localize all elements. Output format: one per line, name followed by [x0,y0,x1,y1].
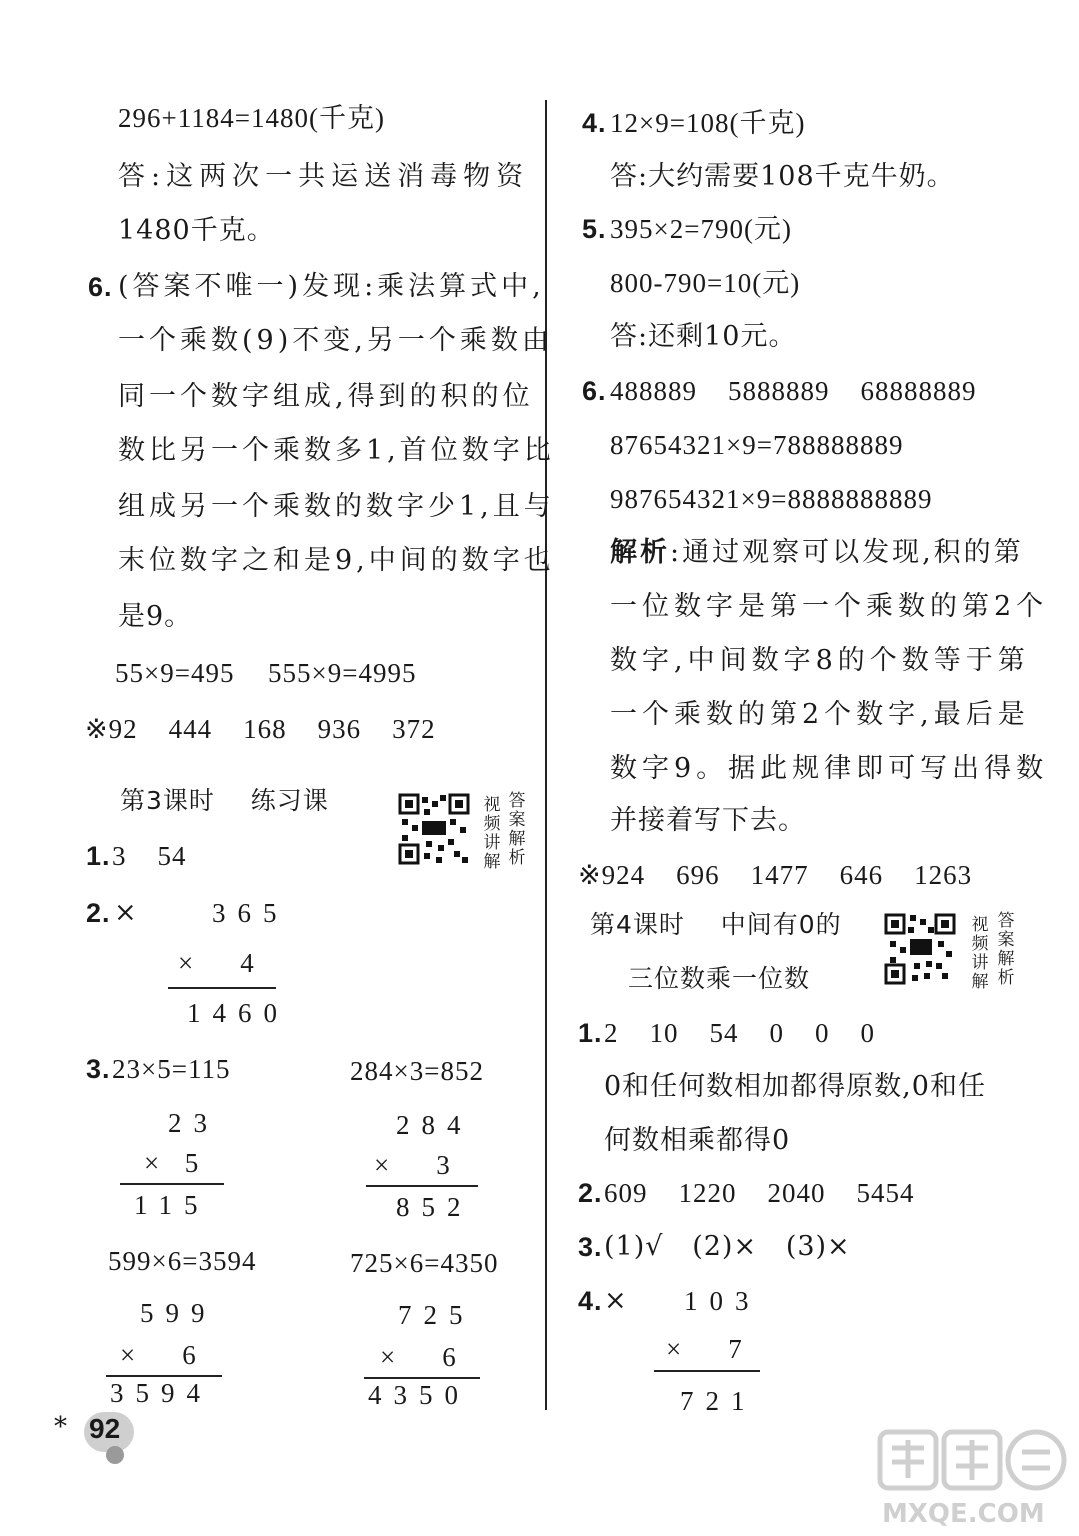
left-q2-multiplier: × 4 [178,948,258,978]
left-q3a-equation: 23×5=115 [112,1054,231,1084]
right-q6-line-9: 并接着写下去。 [610,805,806,836]
right-q4-answer: 答:大约需要108千克牛奶。 [610,161,955,192]
left-q1-answer: 3 54 [112,841,187,871]
right-q5-line-2: 800-790=10(元) [610,268,801,298]
lesson-4-title-1: 第4课时 中间有0的 [590,910,842,939]
lesson-4-title-2: 三位数乘一位数 [628,964,811,993]
right-q5-number: 5. [582,214,607,244]
right-star-line: ※924 696 1477 646 1263 [578,860,973,890]
analysis-line-1: :通过观察可以发现,积的第 [670,537,1024,568]
left-q3-number: 3. [86,1054,111,1084]
left-star-line: ※92 444 168 936 372 [85,714,436,744]
left-q3a-top: 23 [168,1108,219,1138]
right-q4-equation: 12×9=108(千克) [610,108,806,138]
watermark-logo [872,1426,1072,1530]
left-q3d-equation: 725×6=4350 [350,1248,499,1278]
page-number: 92 [89,1413,121,1444]
right-q4-number: 4. [582,108,607,138]
page-dot-icon [106,1446,124,1464]
left-q3b-multiplier: × 3 [374,1150,454,1180]
right-q6-analysis [610,536,1024,570]
right-q3-number: 3. [578,1232,603,1262]
right-q1-line-3: 何数相乘都得0 [604,1125,791,1156]
lesson-3-title: 第3课时 练习课 [120,786,329,815]
left-q3a-multiplier: × 5 [144,1148,203,1178]
right-q4b-number: 4. [578,1286,603,1316]
left-q3c-result: 3594 [110,1378,212,1408]
right-q2-number: 2. [578,1178,603,1208]
right-q4b-mark: × [604,1285,628,1316]
right-q1-line-2: 0和任何数相加都得原数,0和任 [604,1071,986,1102]
right-q2-answer: 609 1220 2040 5454 [604,1178,915,1208]
left-q6-line-6: 末位数字之和是9,中间的数字也 [118,545,555,576]
right-q4b-top: 103 [684,1286,761,1316]
left-q6-line-4: 数比另一个乘数多1,首位数字比 [118,435,555,466]
left-eq-1: 55×9=495 [115,658,235,688]
right-q6-line-8: 数字9。据此规律即可写出得数 [610,753,1049,784]
right-q6-line-3: 987654321×9=8888888889 [610,484,933,514]
left-q2-rule [168,987,276,989]
left-q3c-multiplier: × 6 [120,1340,200,1370]
left-answer-line: 答:这两次一共运送消毒物资 [118,161,530,192]
left-q3d-multiplier: × 6 [380,1342,460,1372]
left-q3a-result: 115 [134,1190,210,1220]
left-q3a-rule [120,1183,224,1185]
qr-label-answer: 答 案 解 析 [997,911,1015,988]
qr-code-icon[interactable] [398,793,470,865]
left-q6-line-3: 同一个数字组成,得到的积的位 [118,381,534,412]
left-q6-number: 6. [88,272,113,302]
left-q6-line-1: (答案不唯一)发现:乘法算式中, [118,271,545,302]
left-q6-line-5: 组成另一个乘数的数字少1,且与 [118,491,555,522]
left-q3d-top: 725 [398,1300,475,1330]
right-q6-line-6: 数字,中间数字8的个数等于第 [610,645,1030,676]
column-divider [545,100,547,1410]
qr-label-video: 视 频 讲 解 [483,795,501,872]
footer-star-icon: * [54,1412,67,1442]
right-q6-line-7: 一个乘数的第2个数字,最后是 [610,699,1030,730]
left-eq-2: 555×9=4995 [268,658,417,688]
qr-label-video: 视 频 讲 解 [971,915,989,992]
right-q1-answer: 2 10 54 0 0 0 [604,1018,875,1048]
left-q3b-top: 284 [396,1110,473,1140]
right-q6-line-5: 一位数字是第一个乘数的第2个 [610,591,1049,622]
left-q3d-result: 4350 [368,1380,470,1410]
qr-code-icon[interactable] [884,913,956,985]
left-q3c-top: 599 [140,1298,217,1328]
left-q2-result: 1460 [187,998,289,1028]
left-answer-line-2: 1480千克。 [118,215,275,246]
svg-text:MXQE.COM: MXQE.COM [882,1499,1045,1529]
left-q3d-rule [364,1377,480,1379]
left-q3b-result: 852 [396,1192,473,1222]
qr-label-answer: 答 案 解 析 [508,791,526,868]
left-q2-number: 2. [86,898,111,928]
right-q6-line-1: 488889 5888889 68888889 [610,376,977,406]
right-q4b-rule [654,1370,760,1372]
right-q5-line-1: 395×2=790(元) [610,214,792,244]
left-q1-number: 1. [86,841,111,871]
left-q6-line-7: 是9。 [118,601,193,632]
left-q2-mark: × [114,897,138,928]
left-q3c-rule [106,1375,222,1377]
analysis-label: 解析 [610,537,670,568]
left-q3c-equation: 599×6=3594 [108,1246,257,1276]
left-q3b-equation: 284×3=852 [350,1056,484,1086]
left-q2-top: 365 [212,898,289,928]
right-q4b-multiplier: × 7 [666,1334,746,1364]
right-q4b-result: 721 [680,1386,757,1416]
right-q6-number: 6. [582,376,607,406]
left-line-1: 296+1184=1480(千克) [118,103,385,133]
right-q5-answer: 答:还剩10元。 [610,321,797,352]
right-q6-line-2: 87654321×9=788888889 [610,430,904,460]
right-q1-number: 1. [578,1018,603,1048]
left-q3b-rule [366,1185,478,1187]
left-q6-line-2: 一个乘数(9)不变,另一个乘数由 [118,325,553,356]
right-q3-answer: (1)√ (2)× (3)× [604,1231,851,1262]
